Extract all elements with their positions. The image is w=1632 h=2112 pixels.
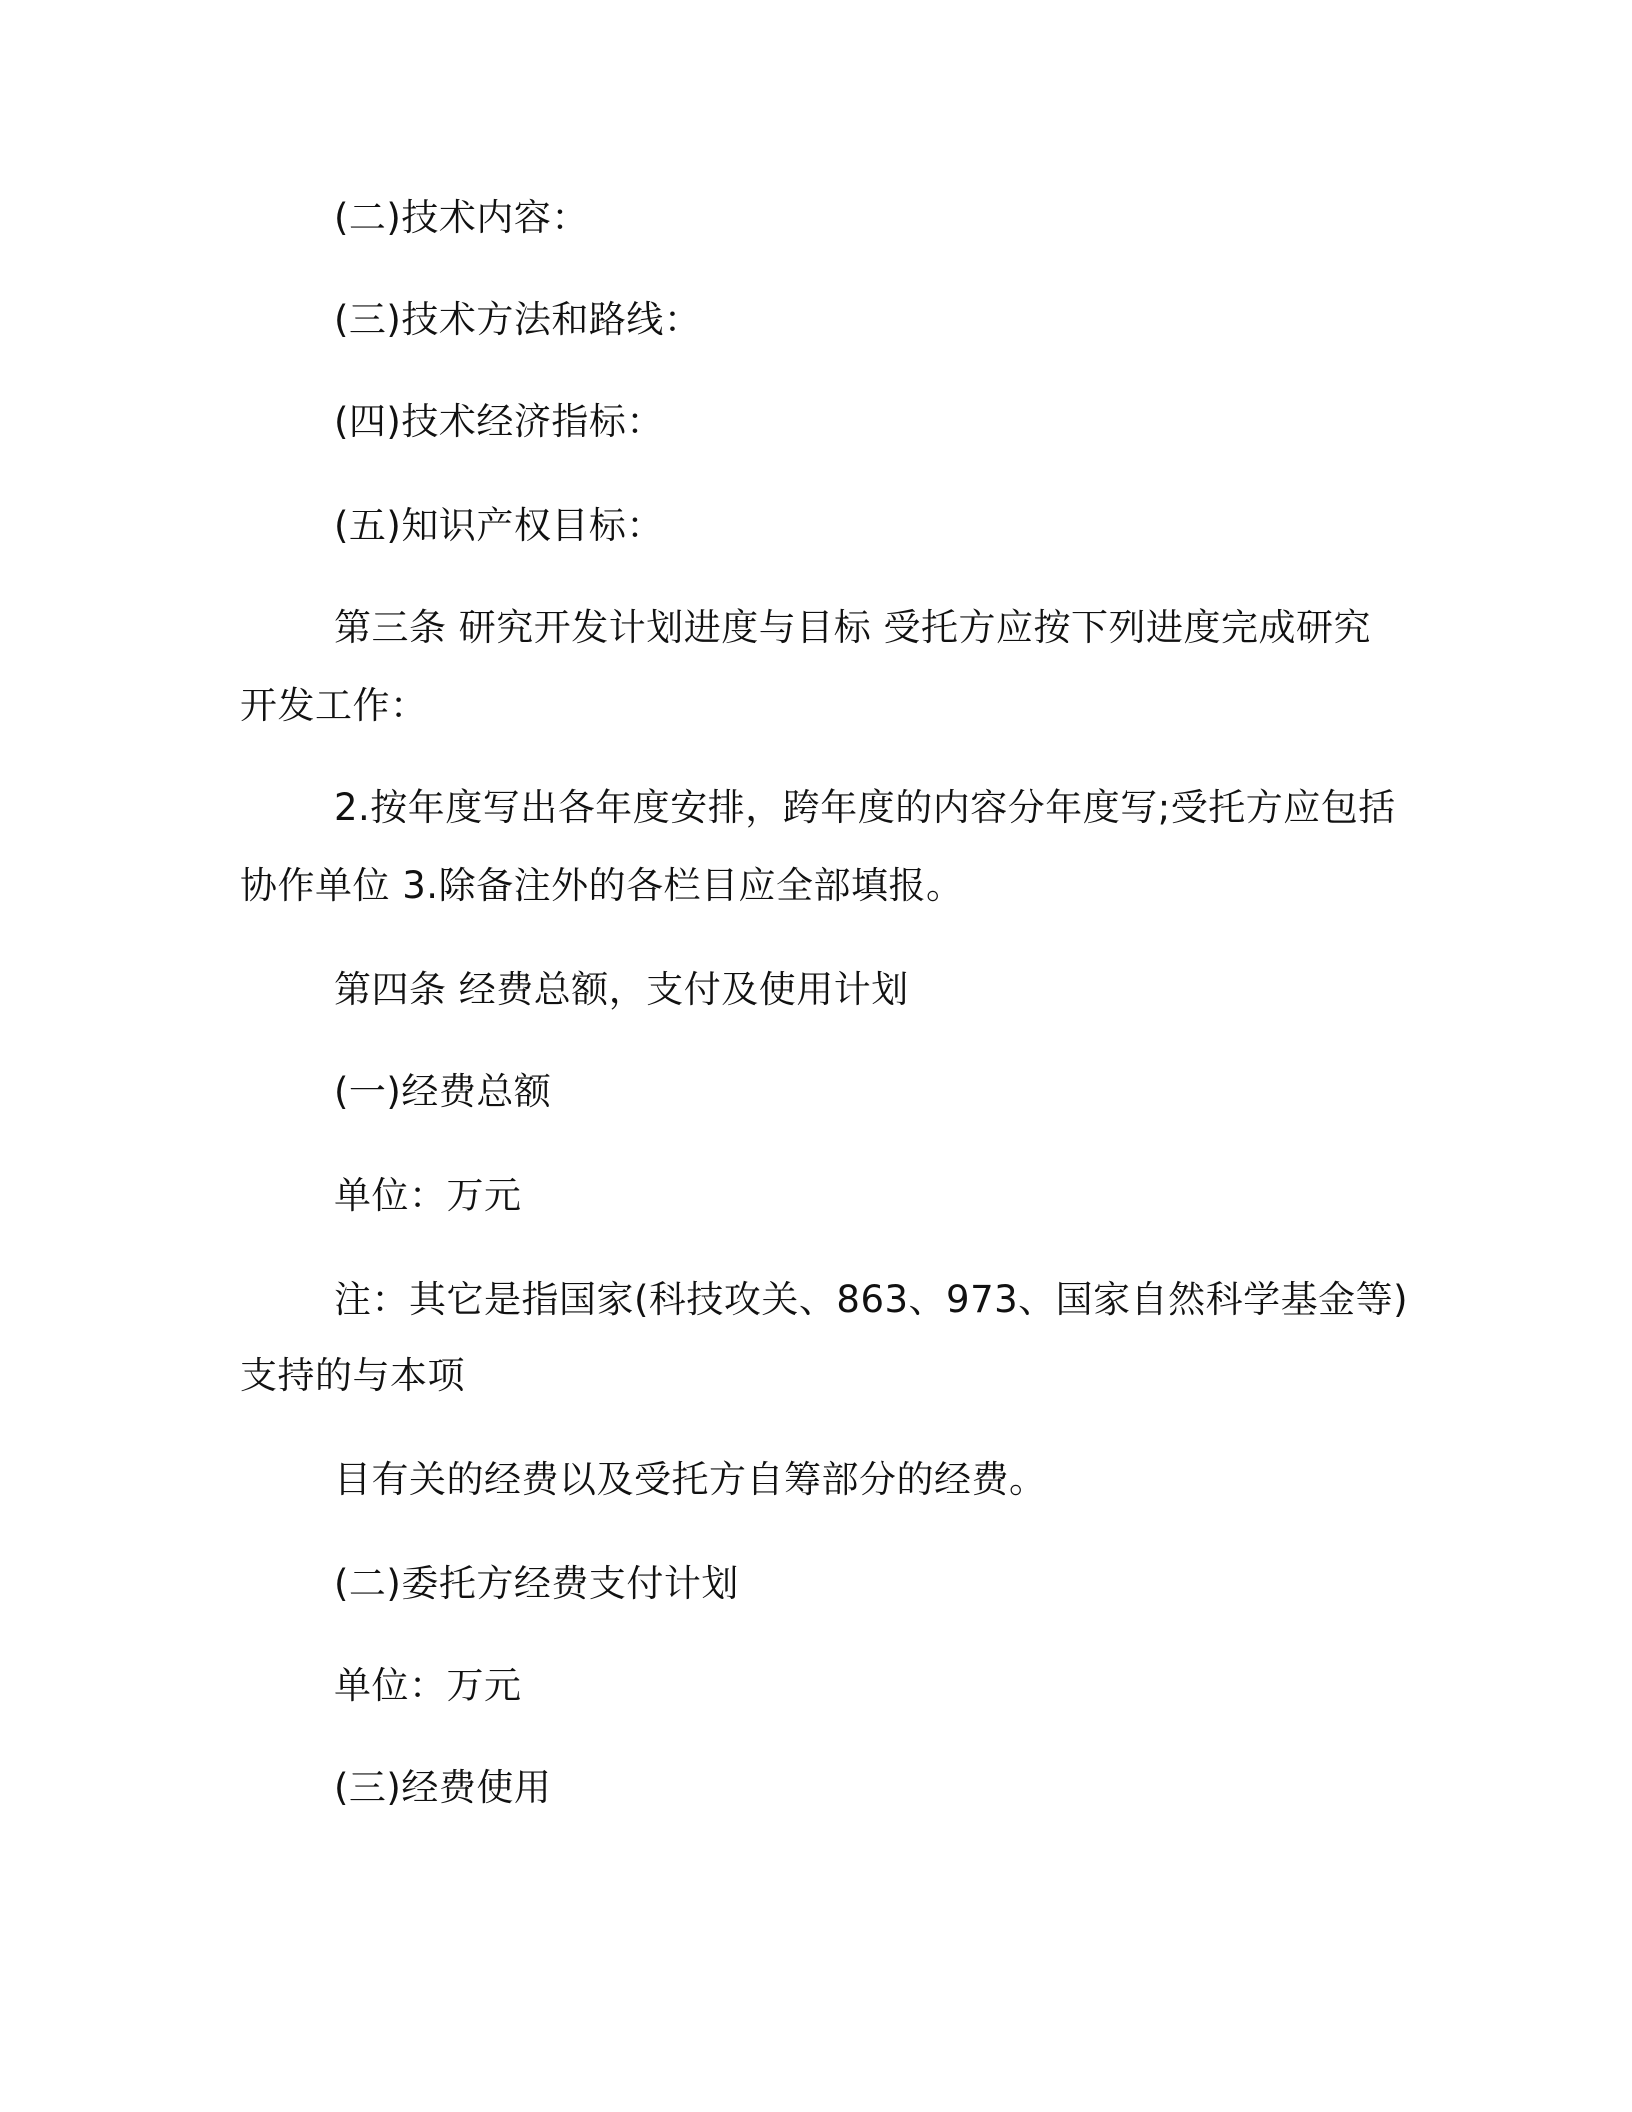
article-three-heading: 第三条 研究开发计划进度与目标 受托方应按下列进度完成研究 <box>334 606 1372 649</box>
section-technical-content: (二)技术内容： <box>334 196 589 239</box>
unit-label-1: 单位：万元 <box>334 1174 522 1217</box>
subsection-payment-plan: (二)委托方经费支付计划 <box>334 1562 739 1605</box>
note-annual-schedule: 2.按年度写出各年度安排，跨年度的内容分年度写;受托方应包括 <box>334 786 1396 829</box>
subsection-funding-usage: (三)经费使用 <box>334 1766 552 1809</box>
funding-note: 注：其它是指国家(科技攻关、863、973、国家自然科学基金等) <box>334 1278 1409 1321</box>
funding-note-continuation-2: 目有关的经费以及受托方自筹部分的经费。 <box>334 1458 1047 1501</box>
note-annual-schedule-continuation: 协作单位 3.除备注外的各栏目应全部填报。 <box>240 864 964 907</box>
subsection-total-funding: (一)经费总额 <box>334 1070 552 1113</box>
article-four-heading: 第四条 经费总额，支付及使用计划 <box>334 968 909 1011</box>
section-ip-goals: (五)知识产权目标： <box>334 504 664 547</box>
funding-note-continuation: 支持的与本项 <box>240 1354 465 1397</box>
section-economic-indicators: (四)技术经济指标： <box>334 400 664 443</box>
section-technical-methods: (三)技术方法和路线： <box>334 298 702 341</box>
article-three-continuation: 开发工作： <box>240 684 428 727</box>
unit-label-2: 单位：万元 <box>334 1664 522 1707</box>
